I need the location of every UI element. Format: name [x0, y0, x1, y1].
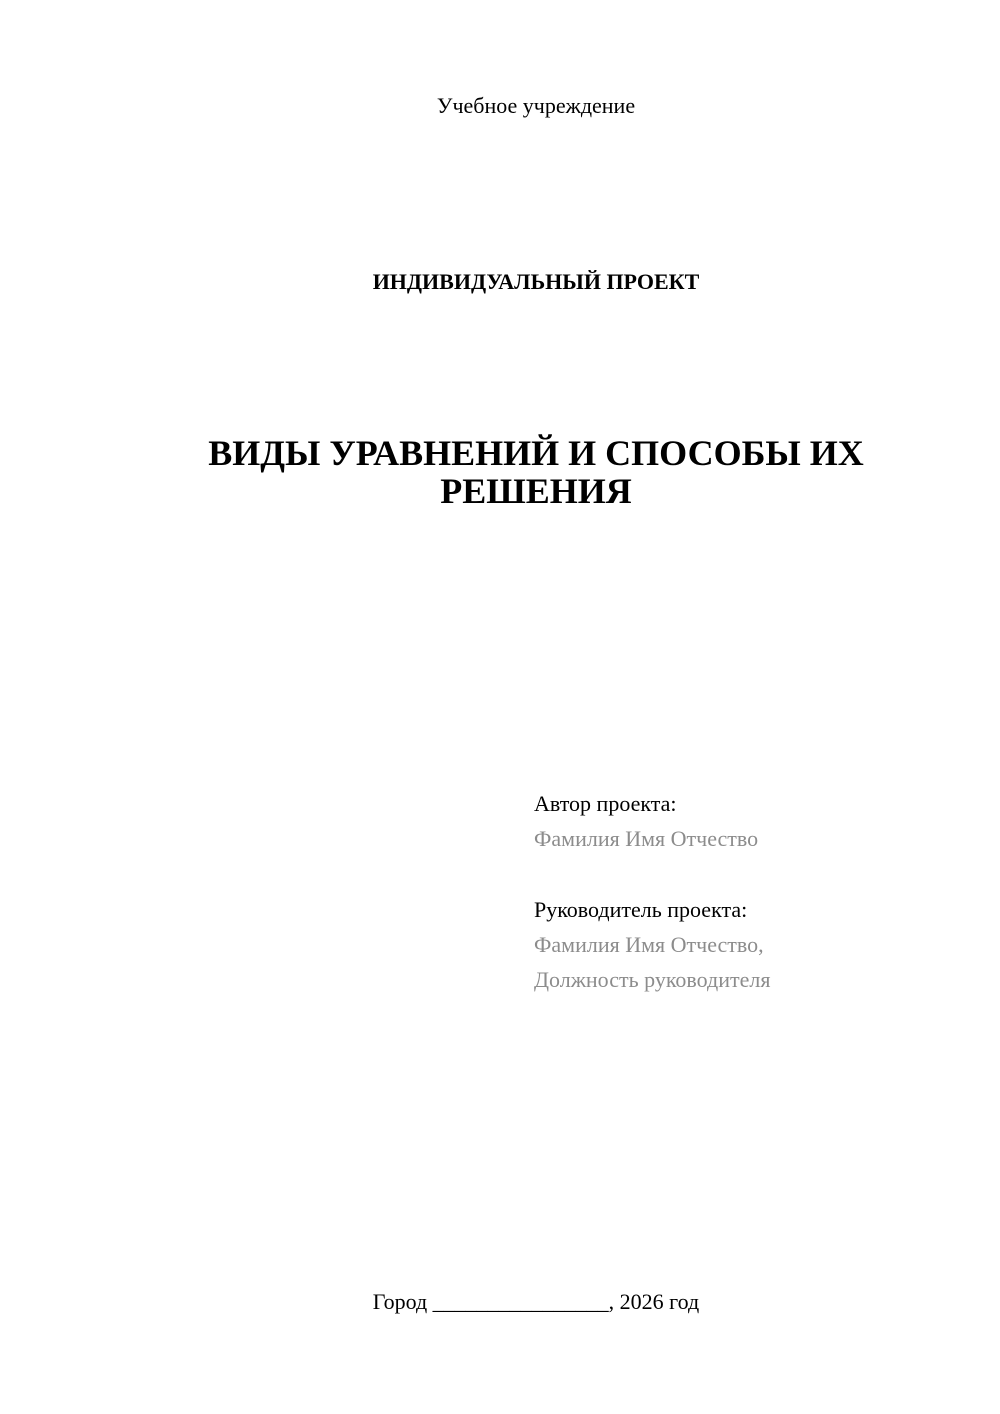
city-label: Город — [372, 1289, 428, 1314]
supervisor-name-placeholder: Фамилия Имя Отчество, — [534, 932, 764, 957]
city-blank-line: ________________ — [432, 1289, 609, 1314]
author-label: Автор проекта: — [534, 791, 677, 816]
author-name-placeholder: Фамилия Имя Отчество — [534, 826, 759, 851]
city-year-footer — [0, 1288, 1000, 1316]
supervisor-position-placeholder: Должность руководителя — [534, 967, 771, 992]
project-title — [160, 434, 912, 510]
institution-name: Учебное учреждение — [436, 93, 636, 118]
document-type-heading: ИНДИВИДУАЛЬНЫЙ ПРОЕКТ — [372, 269, 700, 294]
project-title-line-1: ВИДЫ УРАВНЕНИЙ И СПОСОБЫ ИХ — [208, 433, 864, 473]
supervisor-label: Руководитель проекта: — [534, 897, 748, 922]
author-block — [534, 786, 954, 856]
project-title-line-2: РЕШЕНИЯ — [440, 471, 632, 511]
supervisor-block — [534, 892, 954, 997]
year-text: , 2026 год — [608, 1289, 700, 1314]
